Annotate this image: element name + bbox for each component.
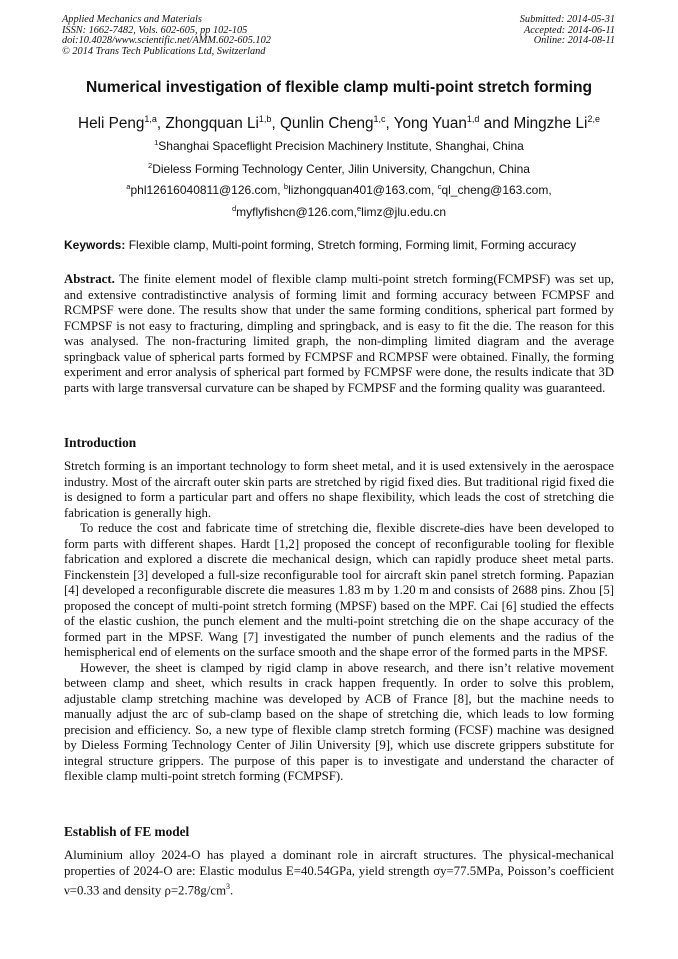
author-name: Yong Yuan [393, 115, 467, 132]
affiliation-sup: 1 [154, 138, 159, 147]
author-name: Zhongquan Li [165, 115, 259, 132]
fe-model-body [64, 848, 614, 899]
author-name: Qunlin Cheng [279, 115, 374, 132]
email-sup: b [283, 182, 289, 191]
keywords-text: Flexible clamp, Multi-point forming, Stretch forming, Forming limit, Forming accuracy [128, 238, 577, 252]
abstract-text: The finite element model of flexible clamp multi-point stretch forming(FCMPSF) was set up, and extensive contradistinctive analysis of forming limit and forming accuracy between FCMPSF and RCMPSF were done. The results show that under the same forming conditions, spherical part formed by FCMPSF is not easy to fracturing, dimpling and springback, and is easy to fit the die. The reason for this was analysed. The non-fracturing limited graph, the non-dimpling limited diagram and the average springback value of spherical parts formed by FCMPSF and RCMPSF were obtained. Finally, the forming experiment and error analysis of spherical part formed by FCMPSF were done, the results indicate that 3D parts with large transversal curvature can be shaped by FCMPSF and the forming quality was guaranteed. [64, 272, 614, 395]
intro-paragraph-3: However, the sheet is clamped by rigid clamp in above research, and there isn’t relative movement between clamp and sheet, which results in crack happen frequently. In order to solve this problem, adjustable clamp stretching machine was developed by ACB of France [8], but the machine needs to manually adjust the arc of sub-clamp based on the shape of stretching die, which leads to low forming precision and efficiency. So, a new type of flexible clamp stretch forming (FCSF) machine was designed by Dieless Forming Technology Center of Jilin University [9], which use discrete grippers substitute for integral structure grippers. The purpose of this paper is to investigate and understand the character of flexible clamp multi-point stretch forming (FCMPSF). [64, 660, 614, 783]
affiliation-2 [0, 162, 678, 176]
affiliation-sup: 2 [148, 161, 153, 170]
accepted-date: Accepted: 2014-06-11 [523, 24, 615, 36]
email-link[interactable]: limz@jlu.edu.cn [361, 205, 447, 219]
author-list [0, 115, 678, 133]
author-sup: 1,a [144, 114, 157, 124]
journal-name: Applied Mechanics and Materials [62, 14, 202, 25]
fe-model-heading: Establish of FE model [64, 824, 190, 839]
author-sup: 1,d [466, 114, 480, 124]
author-sup: 1,b [258, 114, 272, 124]
email-link[interactable]: phl12616040811@126.com, [130, 183, 284, 197]
journal-header-left [62, 15, 271, 57]
author-separator: , [385, 115, 394, 132]
author-sup: 2,e [587, 114, 600, 124]
introduction-body [64, 459, 614, 785]
email-sup: c [437, 182, 442, 191]
abstract-block [64, 272, 614, 396]
email-line-2 [0, 205, 678, 219]
intro-paragraph-1: Stretch forming is an important technology to form sheet metal, and it is used extensively in the aerospace industry. Most of the aircraft outer skin parts are stretched by rigid fixed dies. But traditional rigid fixed die is designed to form a particular part and offers no shape flexibility, which leads the cost of stretching die fabrication is generally high. [64, 459, 615, 520]
email-sup: e [357, 204, 362, 213]
affiliation-text: Dieless Forming Technology Center, Jilin University, Changchun, China [152, 162, 530, 176]
affiliation-text: Shanghai Spaceflight Precision Machinery Institute, Shanghai, China [158, 139, 524, 153]
online-date: Online: 2014-08-11 [533, 35, 615, 46]
email-link[interactable]: ql_cheng@163.com, [441, 183, 552, 197]
author-name: Heli Peng [78, 115, 145, 132]
email-link[interactable]: myflyfishcn@126.com, [236, 205, 357, 219]
submitted-date: Submitted: 2014-05-31 [519, 14, 615, 25]
author-separator: , [271, 115, 280, 132]
doi-line: doi:10.4028/www.scientific.net/AMM.602-605.102 [62, 35, 271, 46]
email-sup: d [231, 204, 237, 213]
introduction-heading: Introduction [64, 435, 137, 450]
copyright-line: © 2014 Trans Tech Publications Ltd, Switzerland [62, 45, 266, 57]
unit-sup: 3 [226, 882, 231, 891]
email-link[interactable]: lizhongquan401@163.com, [288, 183, 438, 197]
author-and: and [479, 115, 514, 132]
issn-line: ISSN: 1662-7482, Vols. 602-605, pp 102-105 [62, 24, 248, 36]
affiliation-1 [0, 139, 678, 153]
fe-model-text: Aluminium alloy 2024-O has played a dominant role in aircraft structures. The physical-mechanical properties of 2024-O are: Elastic modulus E=40.54GPa, yield strength σy=77.5MPa, Poisson’s coefficient ν=0.33 and density ρ=2.78g/cm [64, 848, 614, 898]
fe-model-end: . [230, 883, 234, 898]
intro-paragraph-2: To reduce the cost and fabricate time of stretching die, flexible discrete-dies have been developed to form parts with different shapes. Hardt [1,2] proposed the concept of reconfigurable tooling for flexible fabrication and explored a discrete die mechanical design, which can rapidly produce sheet metal parts. Finckenstein [3] developed a full-size reconfigurable tool for aircraft skin panel stretch forming. Papazian [4] developed a reconfigurable discrete die measures 1.83 m by 1.20 m and consists of 2688 pins. Zhou [5] proposed the concept of multi-point stretch forming (MPSF) based on the MPF. Cai [6] studied the effects of the elastic cushion, the punch element and the multi-point stretching die on the shape accuracy of the formed part in the MPSF. Wang [7] investigated the number of punch elements and the radius of the hemispherical end of elements on the surface smooth and the shape error of the formed parts in the MPSF. [64, 521, 614, 659]
journal-header-right [520, 15, 615, 47]
paper-title: Numerical investigation of flexible clamp multi-point stretch forming [86, 79, 592, 96]
abstract-label: Abstract. [64, 272, 115, 286]
keywords-line [64, 238, 576, 252]
author-name: Mingzhe Li [513, 115, 588, 132]
email-sup: a [126, 182, 131, 191]
email-line-1 [0, 183, 678, 197]
keywords-label: Keywords: [64, 238, 126, 252]
author-separator: , [156, 115, 166, 132]
author-sup: 1,c [373, 114, 386, 124]
